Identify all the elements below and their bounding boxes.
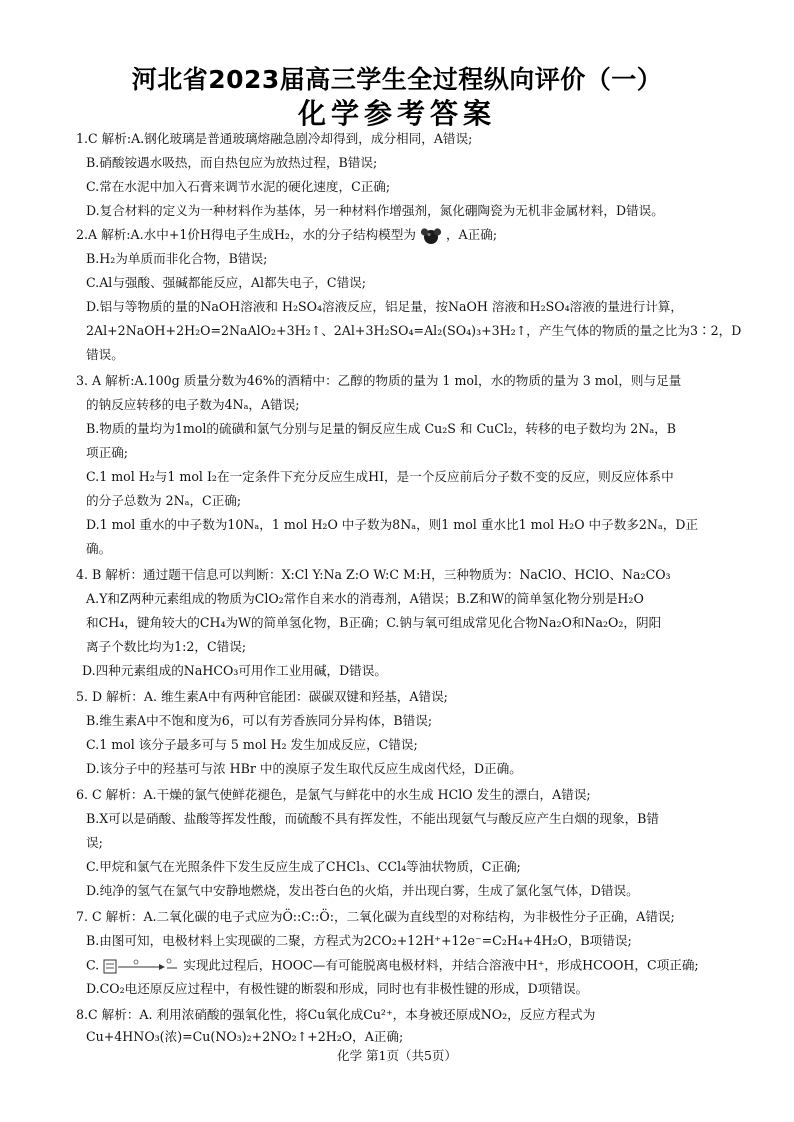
page-footer: 化学 第1页（共5页） [337,1048,457,1063]
answer-line: 的分子总数为 2Nₐ，C正确; [86,493,242,508]
answer-line: 6. C 解析：A.干燥的氯气使鲜花褪色，是氯气与鲜花中的水生成 HClO 发生的漂白，A错误; [76,787,591,802]
answer-line: 1.C 解析:A.钢化玻璃是普通玻璃熔融急剧冷却得到，成分相同，A错误; [76,131,473,146]
answer-line: D.该分子中的羟基可与浓 HBr 中的溴原子发生取代反应生成卤代烃，D正确。 [86,761,522,776]
answer-line: B.维生素A中不饱和度为6，可以有芳香族同分异构体，B错误; [86,713,433,728]
answer-line: C.1 mol H₂与1 mol I₂在一定条件下充分反应生成HI，是一个反应前后分子数不变的反应，则反应体系中 [86,469,674,484]
answer-text: 2.A 解析:A.水中+1价H得电子生成H₂，水的分子结构模型为 [76,227,416,242]
answer-line: 8.C 解析：A. 利用浓硝酸的强氧化性，将Cu氧化成Cu²⁺，本身被还原成NO₂，反应方程式为 [76,1007,596,1022]
answer-line: 4. B 解析：通过题干信息可以判断：X:Cl Y:Na Z:O W:C M:H，三种物质为：NaClO、HClO、Na₂CO₃ [76,567,671,582]
answer-text: C. [86,957,100,973]
answer-line: 7. C 解析：A.二氧化碳的电子式应为Ö::C::Ö:，二氧化碳为直线型的对称结构，为非极性分子正确，A错误; [76,909,675,924]
answer-line: C.Al与强酸、强碱都能反应，Al都失电子，C错误; [86,275,367,290]
answer-line: 项正确; [86,445,129,460]
answer-line: Cu+4HNO₃(浓)=Cu(NO₃)₂+2NO₂↑+2H₂O，A正确; [86,1029,404,1044]
answer-line-with-model [76,226,497,245]
answer-line: 5. D 解析：A. 维生素A中有两种官能团：碳碳双键和羟基，A错误; [76,689,448,704]
answer-line: D.1 mol 重水的中子数为10Nₐ，1 mol H₂O 中子数为8Nₐ，则1 mol 重水比1 mol H₂O 中子数多2Nₐ，D正 [86,517,699,532]
answer-line: C.甲烷和氯气在光照条件下发生反应生成了CHCl₃、CCl₄等油状物质，C正确; [86,859,521,874]
answer-line: B.由图可知，电极材料上实现碳的二聚，方程式为2CO₂+12H⁺+12e⁻=C₂H₄+4H₂O，B项错误; [86,933,632,948]
water-molecule-model-icon [420,227,442,245]
electrode-reaction-figure-icon [103,956,179,976]
answer-line: B.H₂为单质而非化合物，B错误; [86,251,268,266]
answer-line: D.复合材料的定义为一种材料作为基体，另一种材料作增强剂，氮化硼陶瓷为无机非金属材料，D错误。 [86,203,664,218]
answer-line: 3. A 解析:A.100g 质量分数为46%的酒精中：乙醇的物质的量为 1 mol，水的物质的量为 3 mol，则与足量 [76,373,682,388]
answer-line: B.X可以是硝酸、盐酸等挥发性酸，而硫酸不具有挥发性，不能出现氨气与酸反应产生白烟的现象，B错 [86,811,660,826]
answer-text: 实现此过程后，HOOC—有可能脱离电极材料，并结合溶液中H⁺，形成HCOOH，C项正确; [183,957,699,973]
answer-line: 和CH₄，键角较大的CH₄为W的简单氢化物，B正确；C.钠与氧可组成常见化合物Na₂O和Na₂O₂，阴阳 [86,615,662,630]
answer-line: C.常在水泥中加入石膏来调节水泥的硬化速度，C正确; [86,179,391,194]
answer-line: D.CO₂电还原反应过程中，有极性键的断裂和形成，同时也有非极性键的形成，D项错误。 [86,981,589,996]
answer-line: D.四种元素组成的NaHCO₃可用作工业用碱，D错误。 [82,663,387,678]
answer-line: 的钠反应转移的电子数为4Nₐ，A错误; [86,397,300,412]
answer-line: 错误。 [86,347,124,362]
answer-line: D.铝与等物质的量的NaOH溶液和 H₂SO₄溶液反应，铝足量，按NaOH 溶液和H₂SO₄溶液的量进行计算， [86,299,683,314]
answer-line: 2Al+2NaOH+2H₂O=2NaAlO₂+3H₂↑、2Al+3H₂SO₄=Al₂(SO₄)₃+3H₂↑，产生气体的物质的量之比为3∶2，D [86,323,742,338]
answer-line: B.物质的量均为1mol的硫磺和氯气分别与足量的铜反应生成 Cu₂S 和 CuCl₂，转移的电子数均为 2Nₐ，B [86,421,677,436]
answer-line: A.Y和Z两种元素组成的物质为ClO₂常作自来水的消毒剂，A错误；B.Z和W的简单氢化物分别是H₂O [86,591,644,606]
answer-line: B.硝酸铵遇水吸热，而自热包应为放热过程，B错误; [86,155,378,170]
answer-text: ，A正确; [445,227,498,242]
answer-line-with-figure [86,956,699,976]
page-subtitle: 化学参考答案 [297,97,496,130]
answer-line: 确。 [86,541,112,556]
answer-line: 误; [86,835,103,850]
answer-line: D.纯净的氢气在氯气中安静地燃烧，发出苍白色的火焰，并出现白雾，生成了氯化氢气体，D错误。 [86,883,639,898]
answer-line: 离子个数比均为1:2，C错误; [86,639,247,654]
answer-line: C.1 mol 该分子最多可与 5 mol H₂ 发生加成反应，C错误; [86,737,418,752]
page-title: 河北省2023届高三学生全过程纵向评价（一） [131,65,663,94]
